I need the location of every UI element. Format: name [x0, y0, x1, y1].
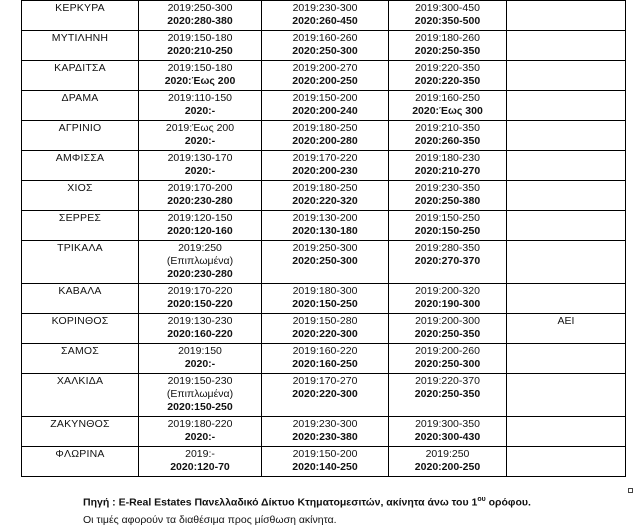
price-2020: 2020:130-180: [292, 225, 358, 237]
price-2020: 2020:160-250: [292, 358, 358, 370]
table-row: [22, 344, 626, 374]
price-2020: 2020:-: [184, 358, 216, 370]
price-cell: [389, 447, 507, 477]
price-2019: 2019:210-350: [415, 122, 480, 134]
price-2020: 2020:150-250: [414, 225, 481, 237]
price-2020: 2020:140-250: [292, 461, 358, 473]
price-cell: [262, 1, 389, 31]
price-2020: 2020:210-270: [414, 165, 481, 177]
note-cell: [507, 181, 626, 211]
note-cell: [507, 241, 626, 284]
price-2020: 2020:250-300: [414, 358, 481, 370]
price-2020: 2020:-: [184, 135, 216, 147]
price-cell: [262, 417, 389, 447]
price-cell: [139, 1, 262, 31]
price-cell: [139, 344, 262, 374]
city-cell: ΚΕΡΚΥΡΑ: [22, 1, 139, 31]
price-cell: [389, 151, 507, 181]
price-cell: [262, 284, 389, 314]
city-cell: ΧΑΛΚΙΔΑ: [22, 374, 139, 417]
price-2019: 2019:170-270: [292, 375, 358, 387]
city-cell: ΑΓΡΙΝΙΟ: [22, 121, 139, 151]
table-row: [22, 31, 626, 61]
price-cell: [139, 151, 262, 181]
price-2019: 2019:180-300: [292, 285, 358, 297]
table-row: [22, 447, 626, 477]
price-2019: 2019:280-350: [415, 242, 480, 254]
price-cell: [389, 31, 507, 61]
price-2020: 2020:230-280: [167, 268, 233, 280]
note-cell: [507, 121, 626, 151]
table-row: [22, 121, 626, 151]
price-cell: [262, 447, 389, 477]
price-cell: [389, 91, 507, 121]
price-2019: 2019:170-220: [292, 152, 358, 164]
price-2019: 2019:180-250: [292, 122, 358, 134]
note-cell: [507, 344, 626, 374]
price-cell: [139, 91, 262, 121]
note-cell: [507, 211, 626, 241]
price-2020: 2020:230-280: [167, 195, 233, 207]
price-cell: [389, 181, 507, 211]
price-cell: [262, 91, 389, 121]
price-2020: 2020:260-350: [414, 135, 481, 147]
price-cell: [139, 284, 262, 314]
price-2019: 2019:180-230: [415, 152, 480, 164]
price-cell: [262, 151, 389, 181]
price-cell: [389, 121, 507, 151]
price-2019: 2019:110-150: [167, 92, 233, 104]
price-2020: 2020:Έως 300: [412, 105, 483, 117]
price-cell: [139, 61, 262, 91]
price-2019: 2019:220-370: [415, 375, 480, 387]
price-2020: 2020:250-350: [414, 328, 481, 340]
price-cell: [389, 241, 507, 284]
city-cell: ΧΙΟΣ: [22, 181, 139, 211]
price-2019: 2019:200-270: [292, 62, 358, 74]
price-2020: 2020:250-300: [292, 255, 358, 267]
price-cell: [389, 1, 507, 31]
price-2020: 2020:250-350: [414, 388, 481, 400]
city-cell: ΣΑΜΟΣ: [22, 344, 139, 374]
price-2019: 2019:250-300: [292, 242, 358, 254]
price-2019: 2019:170-200: [167, 182, 233, 194]
price-cell: [389, 344, 507, 374]
price-2020: 2020:200-250: [414, 461, 481, 473]
price-2019: 2019:150-200: [292, 92, 358, 104]
source-note: [83, 491, 531, 512]
price-2019: 2019:250: [425, 448, 470, 460]
price-cell: [139, 447, 262, 477]
price-2020: 2020:280-380: [167, 15, 233, 27]
price-2019: 2019:130-230: [167, 315, 233, 327]
price-2019: 2019:160-250: [415, 92, 480, 104]
price-2020: 2020:120-160: [167, 225, 233, 237]
source-text-end: ορόφου.: [485, 496, 531, 509]
price-2019: 2019:150-280: [292, 315, 358, 327]
table-row: [22, 91, 626, 121]
price-cell: [389, 211, 507, 241]
table-row: [22, 314, 626, 344]
table-row: [22, 151, 626, 181]
price-2019: 2019:230-300: [292, 2, 358, 14]
price-2020: 2020:150-220: [167, 298, 233, 310]
price-2020: 2020:Έως 200: [164, 75, 236, 87]
price-2020: 2020:250-300: [292, 45, 358, 57]
price-cell: [262, 314, 389, 344]
city-cell: ΚΑΡΔΙΤΣΑ: [22, 61, 139, 91]
price-2020: 2020:120-70: [170, 461, 230, 473]
price-2019: 2019:180-260: [415, 32, 480, 44]
price-cell: [139, 374, 262, 417]
price-2020: 2020:200-250: [292, 75, 358, 87]
city-cell: ΚΑΒΑΛΑ: [22, 284, 139, 314]
price-2019: 2019:130-170: [167, 152, 233, 164]
price-2020: 2020:260-450: [292, 15, 358, 27]
price-2019: 2019:180-220: [167, 418, 233, 430]
price-cell: [262, 181, 389, 211]
price-2019: 2019:200-320: [415, 285, 480, 297]
price-2020: 2020:220-300: [292, 388, 358, 400]
city-cell: ΚΟΡΙΝΘΟΣ: [22, 314, 139, 344]
table-row: [22, 1, 626, 31]
price-2019: 2019:150: [178, 345, 222, 357]
price-2019: 2019:180-250: [292, 182, 358, 194]
price-2020: 2020:270-370: [414, 255, 481, 267]
city-cell: ΤΡΙΚΑΛΑ: [22, 241, 139, 284]
table-row: [22, 61, 626, 91]
table-footer: [83, 491, 531, 529]
price-cell: [389, 61, 507, 91]
price-2020: 2020:150-250: [292, 298, 358, 310]
price-2019: 2019:200-300: [415, 315, 480, 327]
note-cell: [507, 284, 626, 314]
price-2020: 2020:-: [184, 105, 216, 117]
price-2020: 2020:220-320: [292, 195, 358, 207]
price-2019: 2019:300-450: [415, 2, 480, 14]
table-resize-handle: [628, 488, 633, 493]
price-cell: [262, 374, 389, 417]
price-2020: 2020:150-250: [167, 401, 233, 413]
note-cell: [507, 374, 626, 417]
price-cell: [262, 211, 389, 241]
price-2019: 2019:130-200: [292, 212, 358, 224]
price-2019: 2019:230-350: [415, 182, 480, 194]
note-cell: [507, 1, 626, 31]
city-cell: ΜΥΤΙΛΗΝΗ: [22, 31, 139, 61]
price-2019: 2019:170-220: [167, 285, 233, 297]
note-cell: [507, 417, 626, 447]
city-cell: ΔΡΑΜΑ: [22, 91, 139, 121]
price-2019: 2019:230-300: [292, 418, 358, 430]
price-cell: [262, 121, 389, 151]
rent-table: [21, 0, 626, 477]
city-cell: ΖΑΚΥΝΘΟΣ: [22, 417, 139, 447]
city-cell: ΦΛΩΡΙΝΑ: [22, 447, 139, 477]
price-2019: 2019:Έως 200: [165, 122, 235, 134]
price-2020: 2020:190-300: [414, 298, 481, 310]
price-2019: 2019:250-300: [167, 2, 233, 14]
price-2020: 2020:250-350: [414, 45, 481, 57]
price-cell: [389, 374, 507, 417]
price-2019: 2019:300-350: [415, 418, 480, 430]
price-2020: 2020:350-500: [414, 15, 481, 27]
price-cell: [139, 211, 262, 241]
table-row: [22, 417, 626, 447]
price-cell: [262, 241, 389, 284]
price-cell: [139, 121, 262, 151]
price-cell: [139, 31, 262, 61]
price-cell: [389, 314, 507, 344]
price-2019: 2019:160-220: [292, 345, 358, 357]
note-cell: [507, 91, 626, 121]
price-2019: 2019:150-250: [415, 212, 480, 224]
table-row: [22, 374, 626, 417]
note-cell: [507, 31, 626, 61]
price-2019: 2019:150-180: [167, 62, 233, 74]
note-cell: [507, 61, 626, 91]
price-cell: [139, 417, 262, 447]
availability-note: Οι τιμές αφορούν τα διαθέσιμα προς μίσθωση ακίνητα.: [83, 513, 337, 526]
price-2019: 2019:220-350: [415, 62, 480, 74]
price-2020: 2020:200-280: [292, 135, 358, 147]
price-2020: 2020:230-380: [292, 431, 358, 443]
note-cell: [507, 447, 626, 477]
price-2020: 2020:160-220: [167, 328, 233, 340]
price-cell: [389, 284, 507, 314]
city-cell: ΑΜΦΙΣΣΑ: [22, 151, 139, 181]
price-2019: 2019:-: [185, 448, 215, 460]
price-2020: 2020:300-430: [414, 431, 481, 443]
price-2019: 2019:120-150: [167, 212, 233, 224]
price-2019: 2019:200-260: [415, 345, 480, 357]
price-cell: [139, 181, 262, 211]
price-2020: 2020:220-350: [414, 75, 481, 87]
source-superscript: ου: [477, 496, 486, 503]
price-2019: 2019:150-200: [292, 448, 358, 460]
price-remark: (Επιπλωμένα): [166, 255, 234, 267]
table-row: [22, 241, 626, 284]
note-cell: ΑΕΙ: [507, 314, 626, 344]
price-2019: 2019:150-180: [167, 32, 233, 44]
price-2020: 2020:-: [184, 165, 216, 177]
rent-table-body: [22, 1, 626, 477]
table-row: [22, 284, 626, 314]
price-2019: 2019:250: [178, 242, 222, 254]
price-2020: 2020:200-230: [292, 165, 358, 177]
city-cell: ΣΕΡΡΕΣ: [22, 211, 139, 241]
price-cell: [139, 241, 262, 284]
table-row: [22, 211, 626, 241]
price-2019: 2019:150-230: [167, 375, 233, 387]
price-cell: [262, 31, 389, 61]
price-2020: 2020:220-300: [292, 328, 358, 340]
price-2020: 2020:-: [184, 431, 216, 443]
price-2020: 2020:250-380: [414, 195, 481, 207]
price-2020: 2020:210-250: [167, 45, 233, 57]
price-remark: (Επιπλωμένα): [166, 388, 234, 400]
price-cell: [389, 417, 507, 447]
price-cell: [262, 344, 389, 374]
note-cell: [507, 151, 626, 181]
price-cell: [139, 314, 262, 344]
price-2019: 2019:160-260: [292, 32, 358, 44]
source-text: Πηγή : E-Real Estates Πανελλαδικό Δίκτυο Κτηματομεσιτών, ακίνητα άνω του 1: [83, 496, 478, 509]
table-row: [22, 181, 626, 211]
price-cell: [262, 61, 389, 91]
price-2020: 2020:200-240: [292, 105, 358, 117]
